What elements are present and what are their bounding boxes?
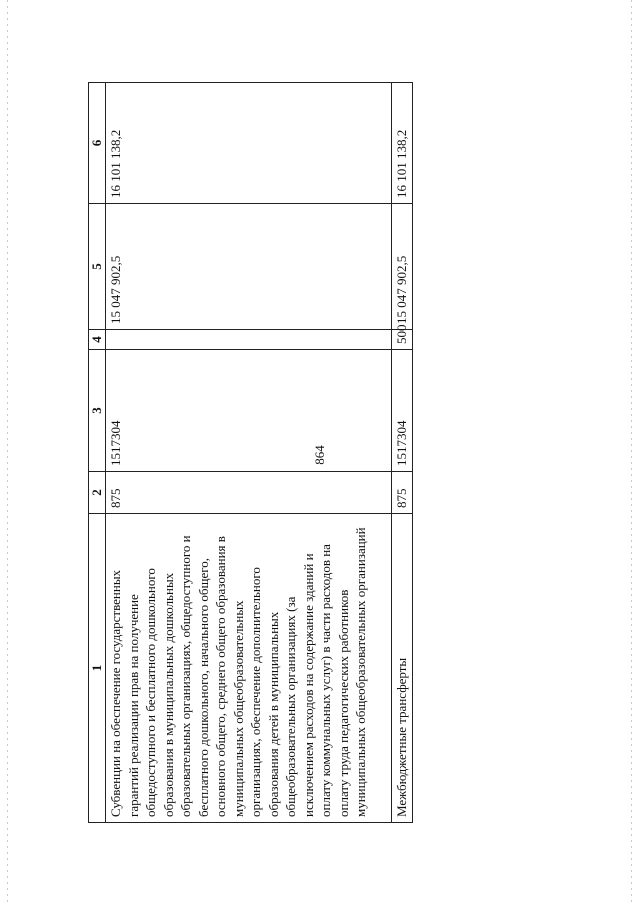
row-description: Субвенции на обеспечение государственных гарантий реализации прав на получение общедоступного и бесплатного дошкольного образования в муниципальных дошкольных образовательных организациях, общедоступного и бесплатного дошкольного, начального общего, основного общего, среднего общего образования в муниципальных общеобразовательных организациях, обеспечение дополнительного образования детей в муниципальных общеобразовательных организациях (за исключением расходов на содержание зданий и оплату коммунальных услуг) в части расходов на оплату труда педагогических работников муниципальных общеобразовательных организаций [106, 514, 392, 823]
header-col-4: 4 [89, 330, 106, 350]
page-number: 864 [312, 445, 327, 465]
row-description: Межбюджетные трансферты [392, 514, 413, 823]
row-amount-5: 15 047 902,5 [392, 204, 413, 330]
table-container [88, 83, 410, 823]
row-code-4 [106, 330, 392, 350]
header-col-1: 1 [89, 514, 106, 823]
table-header-row [89, 83, 106, 823]
header-col-6: 6 [89, 83, 106, 204]
table-row [106, 83, 392, 823]
rotated-table-frame [88, 83, 410, 823]
budget-table [88, 82, 413, 823]
row-code-4: 500 [392, 330, 413, 350]
header-col-2: 2 [89, 472, 106, 514]
row-amount-6: 16 101 138,2 [392, 83, 413, 204]
row-amount-6: 16 101 138,2 [106, 83, 392, 204]
row-code-2: 875 [392, 472, 413, 514]
header-col-5: 5 [89, 204, 106, 330]
table-row [392, 83, 413, 823]
page-edge-left [7, 0, 8, 905]
row-code-3: 1517304 [392, 350, 413, 472]
row-amount-5: 15 047 902,5 [106, 204, 392, 330]
header-col-3: 3 [89, 350, 106, 472]
row-code-3: 1517304 [106, 350, 392, 472]
page-edge-right [631, 0, 632, 905]
row-code-2: 875 [106, 472, 392, 514]
